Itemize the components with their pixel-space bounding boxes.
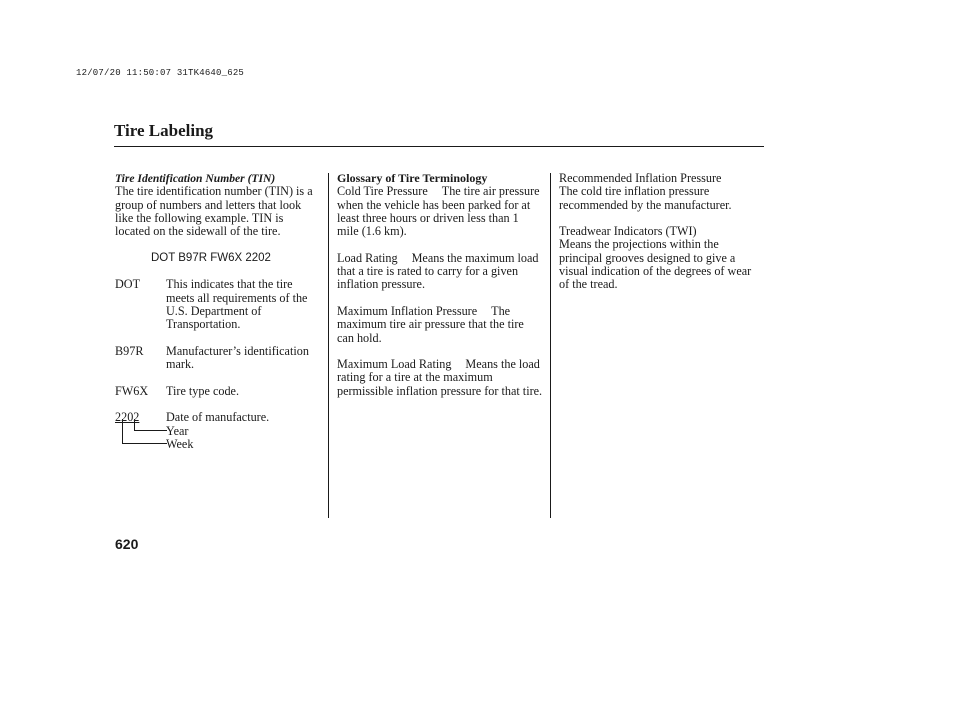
date-code: 2202 bbox=[115, 410, 140, 425]
tin-def-manufacturer bbox=[115, 345, 320, 372]
date-desc: Date of manufacture. bbox=[166, 410, 270, 425]
glossary-term: Treadwear Indicators (TWI) bbox=[559, 224, 697, 239]
glossary-term: Cold Tire Pressure bbox=[337, 184, 428, 199]
tin-heading: Tire Identification Number (TIN) bbox=[115, 172, 276, 185]
tin-def-desc: Manufacturer’s identification mark. bbox=[166, 343, 309, 372]
tin-def-term: B97R bbox=[115, 343, 144, 358]
tin-def-term: FW6X bbox=[115, 383, 149, 398]
tin-example: DOT B97R FW6X 2202 bbox=[151, 251, 271, 264]
date-year-label: Year bbox=[166, 423, 189, 438]
page-number: 620 bbox=[115, 536, 139, 552]
tin-def-term: DOT bbox=[115, 277, 141, 292]
glossary-desc: The maximum tire air pressure that the tire can hold. bbox=[337, 303, 524, 345]
page-title: Tire Labeling bbox=[114, 121, 214, 140]
glossary-desc: The tire air pressure when the vehicle has been parked for at least three hours or driven less than 1 mile (1.6 km). bbox=[337, 184, 540, 239]
glossary-heading: Glossary of Tire Terminology bbox=[337, 171, 488, 185]
column-glossary-cont bbox=[559, 172, 759, 292]
column-tin bbox=[115, 172, 320, 451]
glossary-entry bbox=[337, 305, 543, 345]
glossary-desc: Means the projections within the principal grooves designed to give a visual indication of the degrees of wear of the tread. bbox=[559, 237, 752, 292]
week-bracket bbox=[122, 419, 167, 444]
print-stamp: 12/07/20 11:50:07 31TK4640_625 bbox=[76, 68, 245, 78]
glossary-term: Recommended Inflation Pressure bbox=[559, 171, 722, 185]
tin-def-desc: This indicates that the tire meets all requirements of the U.S. Department of Transportation. bbox=[166, 277, 308, 332]
glossary-desc: The cold tire inflation pressure recommended by the manufacturer. bbox=[559, 184, 732, 212]
column-glossary bbox=[337, 172, 543, 398]
glossary-entry bbox=[337, 252, 543, 292]
tin-def-desc: Tire type code. bbox=[166, 383, 239, 398]
column-divider-1 bbox=[328, 173, 329, 518]
glossary-desc: Means the maximum load that a tire is rated to carry for a given inflation pressure. bbox=[337, 250, 539, 292]
glossary-term: Maximum Inflation Pressure bbox=[337, 303, 478, 318]
glossary-entry bbox=[337, 358, 543, 398]
glossary-entry bbox=[337, 185, 543, 238]
glossary-desc: Means the load rating for a tire at the maximum permissible inflation pressure for that tire. bbox=[337, 357, 543, 398]
tin-def-date bbox=[115, 411, 320, 451]
date-week-label: Week bbox=[166, 436, 194, 451]
title-rule bbox=[114, 146, 764, 147]
glossary-term: Load Rating bbox=[337, 250, 398, 265]
tin-def-type bbox=[115, 385, 320, 398]
tin-def-dot bbox=[115, 278, 320, 331]
glossary-term: Maximum Load Rating bbox=[337, 357, 452, 372]
tin-intro: The tire identification number (TIN) is a group of numbers and letters that look like the following example. TIN is located on the sidewall of the tire. bbox=[115, 184, 313, 239]
column-divider-2 bbox=[550, 173, 551, 518]
